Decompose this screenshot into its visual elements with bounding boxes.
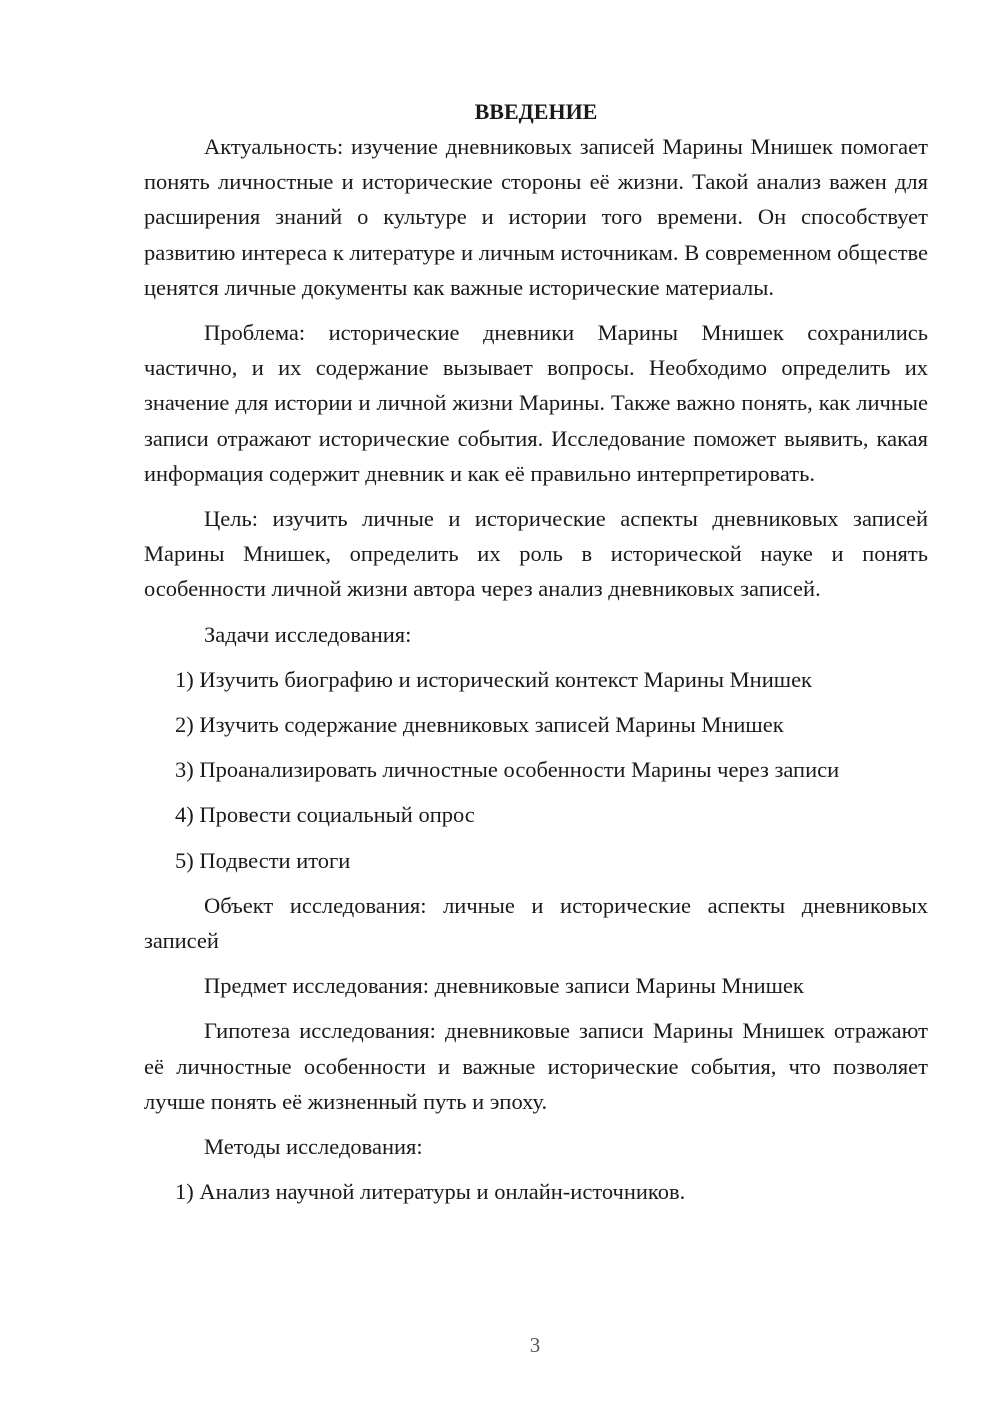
paragraph-subject: Предмет исследования: дневниковые записи Марины Мнишек — [204, 973, 804, 999]
task-item: 5) Подвести итоги — [175, 847, 351, 873]
task-item: 4) Провести социальный опрос — [175, 802, 475, 828]
section-heading: ВВЕДЕНИЕ — [474, 99, 598, 124]
page-content — [144, 94, 928, 1219]
methods-title: Методы исследования: — [204, 1134, 423, 1160]
task-item: 3) Проанализировать личностные особенности Марины через записи — [175, 757, 840, 783]
page-number: 3 — [529, 1333, 541, 1357]
paragraph-hypothesis: Гипотеза исследования: дневниковые записи Марины Мнишек отражают её личностные особенности и важные исторические события, что позволяет лучше понять её жизненный путь и эпоху. — [144, 1018, 928, 1114]
paragraph-problem: Проблема: исторические дневники Марины Мнишек сохранились частично, и их содержание вызывает вопросы. Необходимо определить их значение для истории и личной жизни Марины. Также важно понять, как личные записи отражают исторические события. Исследование поможет выявить, какая информация содержит дневник и как её правильно интерпретировать. — [144, 320, 928, 486]
paragraph-relevance: Актуальность: изучение дневниковых записей Марины Мнишек помогает понять личностные и исторические стороны её жизни. Такой анализ важен для расширения знаний о культуре и истории того времени. Он способствует развитию интереса к литературе и личным источникам. В современном обществе ценятся личные документы как важные исторические материалы. — [144, 134, 928, 300]
task-item: 2) Изучить содержание дневниковых записей Марины Мнишек — [175, 712, 784, 738]
tasks-title: Задачи исследования: — [204, 621, 412, 647]
method-item: 1) Анализ научной литературы и онлайн-источников. — [175, 1179, 686, 1205]
paragraph-goal: Цель: изучить личные и исторические аспекты дневниковых записей Марины Мнишек, определить их роль в исторической науке и понять особенности личной жизни автора через анализ дневниковых записей. — [144, 506, 928, 602]
task-item: 1) Изучить биографию и исторический контекст Марины Мнишек — [175, 666, 812, 692]
paragraph-object: Объект исследования: личные и исторические аспекты дневниковых записей — [144, 892, 928, 954]
